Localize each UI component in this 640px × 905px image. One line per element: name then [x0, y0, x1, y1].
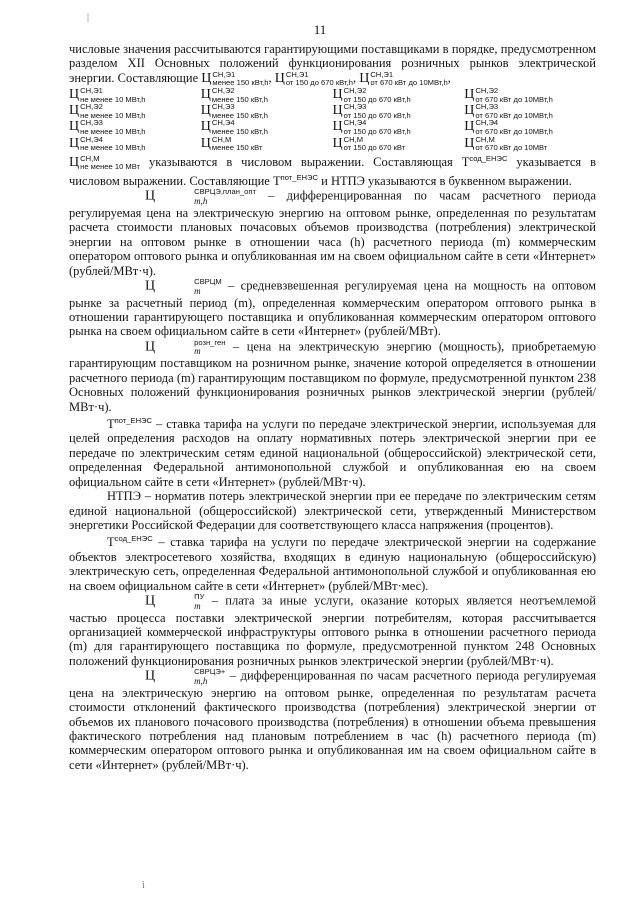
paragraph-definition — [69, 414, 596, 489]
definition-text: – цена на электрическую энергию (мощность), приобретаемую гарантирующим поставщиком на розничном рынке, значение которой определяется в отношении расчетного периода (m) гарантирующим поставщиком по формуле, предусмотренной пунктом 238 Основных положений функционирования розничных рынков электрической энергии (рублей/МВт·ч). — [69, 339, 596, 414]
formula-variable: Ц СВРЦМ m — [145, 277, 222, 296]
formula-variable: Ц розн_ген m — [145, 337, 226, 357]
formula-variable: Ц СН,Э1 менее 150 кВт,h — [201, 69, 269, 88]
formula-variable: $Т^{пот\_ЕНЭС}$ — [272, 173, 318, 188]
document-body — [69, 42, 596, 772]
text-run: и НТПЭ указываются в буквенном выражении. — [321, 174, 572, 188]
formula-variable: $Т^{сод\_ЕНЭС}$ — [107, 534, 153, 550]
formula-variable: Ц СН,Э4 не менее 10 МВт,h — [69, 134, 146, 153]
definition-text: НТПЭ – норматив потерь электрической энергии при ее передаче по электрическим сетям единой национальной (общероссийской) электрической сети, утвержденный Министерством энергетики Российской Федерации для соответствующего класса напряжения (процентов). — [69, 489, 596, 532]
formula-variable: Ц СВРЦЭ,план_опт m,h — [145, 187, 256, 206]
formula-variable: Ц СН,Э2 от 150 до 670 кВт,h — [332, 86, 411, 104]
formula-variable: Ц СН,Э2 от 670 кВт до 10МВт,h — [464, 86, 553, 104]
paragraph-definition — [69, 668, 596, 772]
paragraph-definition — [69, 593, 596, 668]
formula-variable: $Т^{пот\_ЕНЭС}$ — [107, 416, 153, 432]
definition-text: – средневзвешенная регулируемая цена на мощность на оптовом рынке за расчетный период (m), определенная коммерческим оператором оптового рынка в отношении гарантирующего поставщика и опубликованная коммерческим оператором оптового рынка на своем официальном сайте в сети «Интернет» (рублей/МВт). — [69, 278, 597, 339]
text-run: указываются в числовом выражении. Составляющая — [148, 154, 453, 169]
formula-variable: Ц СН,Э4 менее 150 кВт,h — [200, 118, 268, 136]
formula-variable: Ц СН,Э1 от 150 до 670 кВт,h — [274, 69, 353, 88]
formula-variable: Ц СН,М не менее 10 МВт — [69, 153, 141, 172]
formula-variable: Ц СН,Э1 не менее 10 МВт,h — [69, 86, 146, 104]
text-run: указывается в числовом выражении. Составляющие — [69, 154, 597, 188]
definition-text: – ставка тарифа на услуги по передаче электрической энергии, используемая для целей определения расходов на оплату нормативных потерь электрической энергии при ее передаче по электрическим сетям единой национальной (общероссийской) электрической сети, определенная Федеральной антимонопольной службой и опубликованная ею на своем официальном сайте в сети «Интернет» (рублей/МВт·ч). — [69, 417, 596, 489]
paragraph-definition — [69, 278, 596, 339]
paragraph-definition — [69, 489, 596, 532]
formula-variable: Ц СН,М менее 150 кВт — [200, 134, 263, 153]
formula-variable: Ц СН,Э3 от 670 кВт до 10МВт,h — [464, 102, 553, 120]
formula-variable: Ц СВРЦЭ+ m,h — [145, 667, 226, 686]
formula-variable: Ц СН,Э4 от 670 кВт до 10МВт,h — [464, 118, 553, 136]
paragraph-components: числовые значения рассчитываются гарантирующими поставщиками в порядке, предусмотренном разделом XII Основных положений функционирования розничных рынков электрической энергии. Составляющие Ц СН,Э1 менее 150 кВт,h , Ц СН,Э1 от 150 до 670 кВт,h , Ц СН,Э1 от 670 кВт до 10МВт,h , Ц СН,Э1 не менее 10 МВт,h Ц СН,Э2 менее 150 кВт,h Ц СН,Э2 от 150 до 670 кВт,h Ц СН,Э2 от 670 кВт до 10МВт,h Ц СН,Э2 не менее 10 МВт,h Ц СН,Э3 менее 150 кВт,h Ц СН,Э3 от 150 до 670 кВт,h Ц СН,Э3 от 670 кВт до 10МВт,h Ц СН,Э3 не менее 10 МВт,h Ц СН,Э4 менее 150 кВт,h Ц СН,Э4 от 150 до 670 кВт,h Ц СН,Э4 от 670 кВт до 10МВт,h Ц СН,Э4 не менее 10 МВт,h Ц СН,М менее 150 кВт Ц СН,М от 150 до 670 кВт Ц СН,М от 670 кВт до 10МВт Ц СН,М не менее 10 МВт указываются в числовом выражении. Составляющая $Т^{сод\_ЕНЭС}$ указывается в числовом выражении. Составляющие $Т^{пот\_ЕНЭС}$ и НТПЭ указываются в буквенном выражении. — [69, 42, 597, 188]
text-run: числовые значения рассчитываются гарантирующими поставщиками в порядке, предусмотренном разделом XII Основных положений функционирования розничных рынков электрической энергии. Составляющие — [69, 42, 596, 85]
definition-text: – дифференцированная по часам расчетного периода регулируемая цена на электрическую энергию на оптовом рынке, определенная по результатам расчета стоимости отклонений фактического производства (потребления) электрической энергии от объемов их планового почасового производства (потребления) в отношении объема превышения фактического потребления над плановым потреблением в час (h) расчетного периода (m) коммерческим оператором оптового рынка и опубликованная им на своем официальном сайте в сети «Интернет» (рублей/МВт·ч). — [69, 668, 596, 772]
formula-variable: $Т^{сод\_ЕНЭС}$ — [461, 153, 508, 169]
definition-text: – дифференцированная по часам расчетного периода регулируемая цена на электрическую энергию на оптовом рынке, определенная по результатам расчета стоимости плановых почасовых объемов производства (потребления) электрической энергии на оптовом рынке в отношении часа (h) расчетного периода (m) коммерческим оператором оптового рынка и опубликованная им на своем официальном сайте в сети «Интернет» (рублей/МВт·ч). — [69, 189, 597, 278]
scan-mark: i — [142, 880, 145, 891]
formula-variable: Ц СН,Э4 от 150 до 670 кВт,h — [332, 118, 411, 136]
formula-variable: Ц СН,Э3 не менее 10 МВт,h — [69, 118, 146, 136]
paragraph-definition — [69, 188, 596, 278]
formula-variable: Ц СН,Э3 менее 150 кВт,h — [200, 102, 268, 120]
variable-list — [69, 87, 596, 152]
scan-mark: | — [87, 12, 90, 23]
formula-variable: Ц СН,Э2 менее 150 кВт,h — [200, 86, 268, 104]
paragraph-definition — [69, 532, 596, 593]
paragraph-definition — [69, 339, 596, 414]
definition-text: – плата за иные услуги, оказание которых является неотъемлемой частью процесса поставки электрической энергии потребителям, которая рассчитывается организацией коммерческой инфраструктуры оптового рынка в отношении расчетного периода (m) для гарантирующего поставщика по формуле, предусмотренной пунктом 248 Основных положений функционирования розничных рынков электрической энергии (рублей/МВт·ч). — [69, 593, 596, 668]
formula-variable: Ц СН,Э1 от 670 кВт до 10МВт,h — [359, 69, 448, 88]
page-number: 11 — [313, 22, 327, 37]
formula-variable: Ц СН,М от 670 кВт до 10МВт — [464, 134, 548, 153]
formula-variable: Ц СН,Э2 не менее 10 МВт,h — [69, 102, 146, 120]
formula-variable: Ц СН,Э3 от 150 до 670 кВт,h — [332, 102, 411, 120]
formula-variable: Ц СН,М от 150 до 670 кВт — [332, 134, 406, 153]
formula-variable: Ц ПУ m — [145, 591, 205, 611]
definition-text: – ставка тарифа на услуги по передаче электрической энергии на содержание объектов электросетевого хозяйства, входящих в единую национальную (общероссийскую) электрическую сеть, определенная Федеральной антимонопольной службой и опубликованная ею на своем официальном сайте в сети «Интернет» (рублей/МВт·мес). — [69, 535, 597, 593]
